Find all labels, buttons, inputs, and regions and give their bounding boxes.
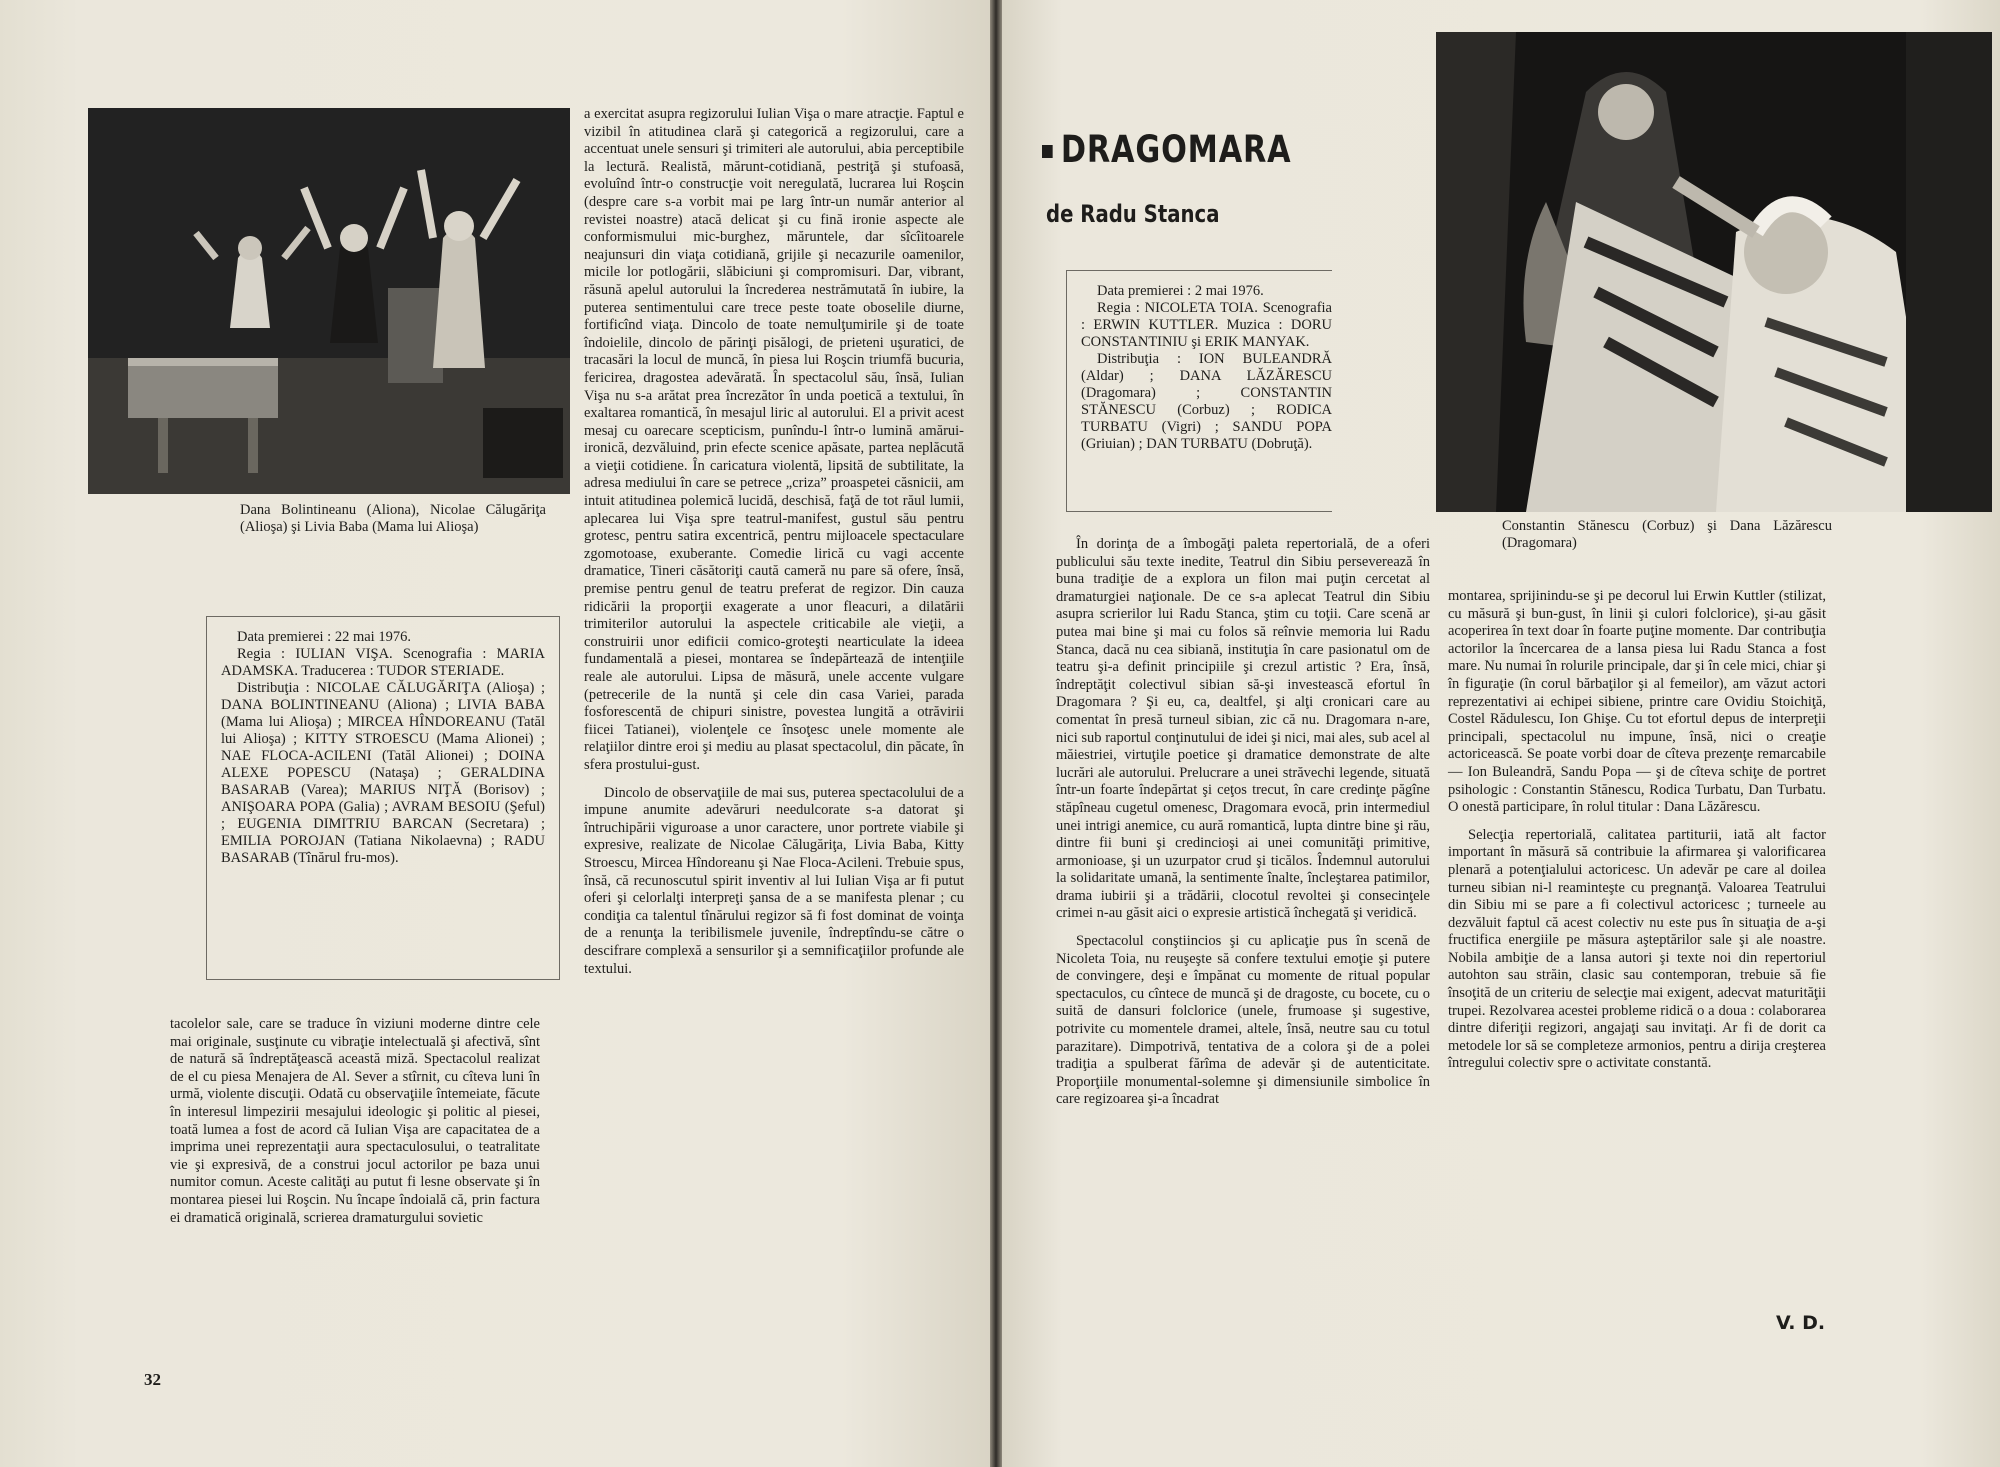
- cast-list: Distribuţia : NICOLAE CĂLUGĂRIŢA (Alioşa) ; DANA BOLINTINEANU (Aliona) ; LIVIA BABA (Mama lui Alioşa) ; MIRCEA HÎNDOREANU (Tatăl lui Alioşa) ; KITTY STROESCU (Mama Alionei) ; NAE FLOCA-ACILENI (Tatăl Alionei) ; DOINA ALEXE POPESCU (Nataşa) ; GERALDINA BASARAB (Varea); MARIUS NIŢĂ (Borisov) ; ANIŞOARA POPA (Galia) ; AVRAM BESOIU (Şeful) ; EUGENIA DIMITRIU BARCAN (Secretara) ; EMILIA POROJAN (Tatiana Nikolaevna) ; RADU BASARAB (Tînărul fru-mos).: [221, 680, 545, 866]
- article-title: [1042, 128, 1291, 172]
- book-gutter: [990, 0, 1002, 1467]
- premiere-date: Data premierei : 22 mai 1976.: [237, 629, 411, 645]
- article-column-2: [584, 106, 964, 988]
- paragraph: Dincolo de observaţiile de mai sus, puterea spectacolului de a impune anumite adevăruri needulcorate s-a datorat şi întruchipării viguroase a unor caractere, unor portrete viabile şi expresive, realizate de Nicolae Călugăriţa, Livia Baba, Kitty Stroescu, Mircea Hîndoreanu şi Nae Floca-Acileni. Trebuie spus, însă, că recunoscutul spirit inventiv al lui Iulian Vişa ar fi putut oferi şi celorlalţi interpreţi şansa de a se manifesta plenar ; cu condiţia ca talentul tînărului regizor să fi fost dominat de voinţa de a renunţa la teribilismele juvenile, îndreptîndu-se către o descifrare complexă a sensurilor şi a semnificaţiilor profunde ale textului.: [584, 784, 964, 977]
- article-subtitle: de Radu Stanca: [1046, 200, 1220, 228]
- production-team: Regia : IULIAN VIŞA. Scenografia : MARIA ADAMSKA. Traducerea : TUDOR STERIADE.: [221, 646, 545, 679]
- production-team: Regia : NICOLETA TOIA. Scenografia : ERWIN KUTTLER. Muzica : DORU CONSTANTINIU şi ERIK MANYAK.: [1081, 300, 1332, 350]
- paragraph: montarea, sprijinindu-se şi pe decorul lui Erwin Kuttler (stilizat, cu măsură şi bun-gust, în linii şi culori folclorice), şi-au găsit acoperirea în text doar în foarte puţine momente. Dar contribuţia actorilor la încercarea de a lansa piesa lui Radu Stanca a fost mare. Nu numai în rolurile principale, dar şi în cele mici, chiar şi în figuraţie (în corul bărbaţilor şi al femeilor), am văzut actori reprezentativi ai echipei sibiene, printre care Ovidiu Stoichiţă, Costel Rădulescu, Ion Ghişe. Cu tot efortul depus de interpreţii principali, spectacolul nu impune, însă, nici o creaţie actoricească. Se poate vorbi doar de cîteva prezenţe remarcabile — Ion Buleandră, Sandu Popa — şi de cîteva schiţe de portret psihologic : Constantin Stănescu, Rodica Turbatu, Dan Turbatu. O onestă participare, în rolul titular : Dana Lăzărescu.: [1448, 588, 1826, 816]
- page-number: 32: [144, 1370, 161, 1389]
- premiere-credits-box: [206, 616, 560, 980]
- photo-caption-text: Dana Bolintineanu (Aliona), Nicolae Călugăriţa (Alioşa) şi Livia Baba (Mama lui Alioşa): [240, 502, 546, 535]
- author-signature: V. D.: [1776, 1312, 1826, 1334]
- stage-photo-drawing: [1436, 32, 1992, 512]
- premiere-date: Data premierei : 2 mai 1976.: [1097, 283, 1264, 299]
- cast-list: Distribuţia : ION BULEANDRĂ (Aldar) ; DANA LĂZĂRESCU (Dragomara) ; CONSTANTIN STĂNESCU (Corbuz) ; RODICA TURBATU (Vigri) ; SANDU POPA (Griuian) ; DAN TURBATU (Dobruţă).: [1081, 351, 1332, 452]
- paragraph: tacolelor sale, care se traduce în viziuni moderne dintre cele mai originale, susţinute cu vibraţie intelectuală şi afectivă, sînt de natură să îndreptăţească această miză. Spectacolul realizat de el cu piesa Menajera de Al. Sever a stîrnit, cu cîteva luni în urmă, violente discuţii. Odată cu observaţiile întemeiate, făcute în interesul limpezirii mesajului ideologic şi politic al piesei, toată lumea a fost de acord că Iulian Vişa are capacitatea de a imprima unei reprezentaţii aura spectaculosului, o teatralitate vie şi expresivă, de a construi jocul actorilor pe baza unui numitor comun. Aceste calităţi au putut fi lesne observate şi în montarea piesei lui Roşcin. Nu încape îndoială că, prin factura ei dramatică originală, scrierea dramaturgului sovietic: [170, 1016, 540, 1226]
- article-column-2: [1448, 588, 1826, 1083]
- title-bullet-icon: [1042, 145, 1053, 158]
- photo-caption: [1502, 518, 1832, 552]
- photo-caption-text: Constantin Stănescu (Corbuz) şi Dana Lăzărescu (Dragomara): [1502, 518, 1832, 551]
- article-column-1: [170, 1016, 540, 1237]
- paragraph: Spectacolul conştiincios şi cu aplicaţie pus în scenă de Nicoleta Toia, nu reuşeşte să confere textului emoţie şi putere de convingere, deşi e împănat cu momente de ritual popular spectaculos, cu cîntece de muncă şi de dragoste, cu bocete, cu o suită de dansuri folclorice (unele, frumoase şi sugestive, potrivite cu momentele dramei, altele, însă, neutre sau cu totul parazitare). Dimpotrivă, tentativa de a colora şi de a polei tradiţia a spulberat fărîma de adevăr şi de autenticitate. Proporţiile monumental-solemne şi dimensiunile simbolice în care regizoarea şi-a încadrat: [1056, 933, 1430, 1108]
- paragraph: a exercitat asupra regizorului Iulian Vişa o mare atracţie. Faptul e vizibil în atitudinea clară şi categorică a regizorului, care a accentuat unele sensuri şi trimiteri ale autorului, abia perceptibile la lectură. Realistă, mărunt-cotidiană, pestriţă şi stufoasă, evoluînd într-o construcţie voit neregulată, lucrarea lui Roşcin (despre care s-a vorbit mai pe larg într-un număr anterior al revistei noastre) atacă delicat şi cu fină ironie aspecte ale conformismului mic-burghez, măruntele, dar sîcîitoarele neajunsuri din viaţa cotidiană, grijile şi necazurile oamenilor, micile lor potlogării, slăbiciuni şi compromisuri. Dar, vibrant, răsună apelul autorului la încrederea nestrămutată în iubire, la puterea sentimentului care trece peste toate oboselile diurne, fortificînd viaţa. Dincolo de toate nemulţumirile şi de toate îndoielile, dincolo de părinţi pisălogi, de prieteni uşuratici, de tracasări la locul de muncă, în piesa lui Roşcin triumfă bucuria, fericirea, dragostea adevărată. În spectacolul său, însă, Iulian Vişa nu s-a arătat prea încrezător în unda poetică a textului, în exaltarea romantică, în mesajul liric al autorului. El a privit acest mesaj cu oarecare scepticism, punîndu-l într-o lumină amărui-ironică, dezvăluind, prin efecte scenice apăsate, partea neplăcută a vieţii cotidiene. În caricatura violentă, lipsită de subtilitate, la adresa mediului în care se petrece „criza” proaspetei căsnicii, am intuit atitudinea polemică lucidă, deschisă, faţă de tot răul lumii, aplecarea lui Vişa spre teatrul-manifest, gustul său pentru grotesc, pentru satira excentrică, pentru mijloacele spectaculare zgomotoase, exuberante. Comedie lirică cu vagi accente dramatice, Tineri căsătoriţi caută cameră nu pare să ofere, însă, premise pentru genul de teatru preferat de regizor. Din cauza ridicării la proporţii exagerate a unor fleacuri, a dilatării trimiterilor autorului la aspectele criticabile ale vieţii, a construirii unor edificii comico-groteşti nearticulate la ideea fundamentală a piesei, montarea se îndepărtează de intenţiile reale ale autorului. Lipsa de măsură, unele accente vulgare (petrecerile de la nuntă şi cele din casa Variei, parada fosforescentă de chipuri sinistre, povestea lungită a otrăvirii fiicei Tatianei), violenţele ce însoţesc unele momente ale relaţiilor dintre eroi şi mediu au plasat spectacolul, din păcate, în sfera prostului-gust.: [584, 106, 964, 773]
- left-page: [0, 0, 990, 1467]
- paragraph: Selecţia repertorială, calitatea partiturii, iată alt factor important în măsură să contribuie la afirmarea şi valorificarea plenară a potenţialului actoricesc. Un adevăr pe care al doilea turneu sibian ni-l reaminteşte cu pregnanţă. Valoarea Teatrului din Sibiu mi se pare a fi colectivul actoricesc ; turneele au dezvăluit faptul că acest colectiv nu este pus în situaţia de a-şi fructifica energiile pe măsura aşteptărilor sale şi ale noastre. Nobila ambiţie de a lansa autori şi texte noi din repertoriul autohton sau străin, clasic sau contemporan, trebuie să fie însoţită de un criteriu de selecţie mai exigent, adecvat maturităţii trupei. Rezolvarea acestei probleme ridică o a doua : colaborarea dintre diferiţii regizori, angajaţi sau invitaţi. Ar fi de dorit ca metodele lor să se completeze armonios, pentru a dirija creşterea întregului colectiv spre o activitate constantă.: [1448, 826, 1826, 1072]
- premiere-credits-box: [1066, 270, 1332, 512]
- stage-photo-aliona-aliosa: [88, 108, 570, 494]
- article-column-1: [1056, 536, 1430, 1119]
- article-title-text: DRAGOMARA: [1060, 128, 1292, 171]
- stage-photo-drawing: [88, 108, 570, 494]
- stage-photo-dragomara: [1436, 32, 1992, 512]
- paragraph: În dorinţa de a îmbogăţi paleta repertorială, de a oferi publicului său texte inedite, Teatrul din Sibiu perseverează în buna tradiţie de a explora un filon mai puţin cercetat al dramaturgiei naţionale. De ce s-a aplecat Teatrul din Sibiu asupra scrierilor lui Radu Stanca, ştim cu toţii. Care scenă ar putea mai bine şi mai cu folos să reînvie memoria lui Radu Stanca, dacă nu cea sibiană, instituţia în care pasionatul om de teatru şi-a definit principiile şi crezul artistic ? Era, însă, îndreptăţit colectivul sibian să-şi investească efortul în Dragomara ? Şi eu, ca, dealtfel, şi alţi cronicari care au comentat în presă turneul sibian, zic că nu. Dragomara n-are, nici sub raportul conţinutului de idei şi nici, mai ales, sub acel al măiestriei, virtuţile poetice şi dramatice demonstrate de alte lucrări ale autorului. Prelucrare a unei străvechi legende, situată într-un foarte îndepărtat şi ceţos trecut, în care credinţe păgîne stăpîneau cugetul omenesc, Dragomara evocă, prin intermediul unei intrigi anemice, cu aură romantică, lupta dintre bine şi rău, dintre fii buni şi credincioşi ai unei comunităţi primitive, armonioase, şi un uzurpator crud şi ticălos. Îndemnul autorului la solidaritate umană, la sentimente înalte, încleştarea patimilor, drama iubirii şi a trădării, clocotul revoltei şi consecinţele crimei n-au găsit aici o expresie artistică închegată şi veridică.: [1056, 536, 1430, 922]
- photo-caption: [240, 502, 546, 536]
- right-page: [1002, 0, 2000, 1467]
